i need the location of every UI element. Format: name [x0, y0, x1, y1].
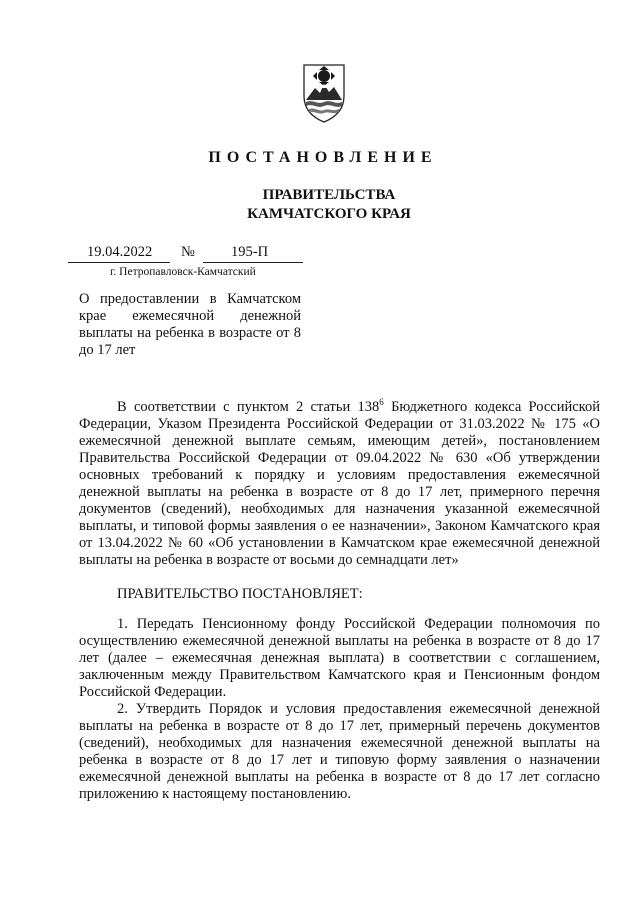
issuer-line-1: ПРАВИТЕЛЬСТВА — [262, 187, 396, 203]
preamble-part-2: Бюджетного кодекса Российской Федерации, Указом Президента Российской Федерации от 31.03.2022 № 175 «О ежемесячной денежной выплате семьям, имеющим детей», постановлением Правительства Российской Федерации от 09.04.2022 № 630 «Об утверждении основных требований к порядку и условиям предоставления ежемесячной денежной выплаты на ребенка в возрасте от 8 до 17 лет, примерного перечня документов (сведений), необходимых для назначения указанной ежемесячной выплаты, и типовой формы заявления о ее назначении», Законом Камчатского края от 13.04.2022 № 60 «Об установлении в Камчатском крае ежемесячной денежной выплаты на ребенка в возрасте от восьми до семнадцати лет» — [79, 398, 600, 568]
decree-item-1: 1. Передать Пенсионному фонду Российской Федерации полномочия по осуществлению ежемесячной денежной выплаты на ребенка в возрасте от 8 до 17 лет (далее – ежемесячная денежная выплата) в соответствии с соглашением, заключенным между Правительством Камчатского края и Пенсионным фондом Российской Федерации. — [79, 616, 600, 700]
number-underline — [203, 262, 303, 263]
issuer-line-2: КАМЧАТСКОГО КРАЯ — [247, 206, 411, 222]
document-subject: О предоставлении в Камчатском крае ежемесячной денежной выплаты на ребенка в возрасте от 8 до 17 лет — [79, 291, 301, 358]
decree-heading: ПРАВИТЕЛЬСТВО ПОСТАНОВЛЯЕТ: — [117, 586, 363, 602]
preamble — [79, 394, 600, 569]
preamble-paragraph — [79, 394, 600, 569]
issuer-block — [0, 186, 640, 224]
preamble-part-1: В соответствии с пунктом 2 статьи 138 — [117, 398, 380, 415]
date-underline — [68, 262, 170, 263]
document-date: 19.04.2022 — [87, 244, 153, 260]
decree-item-2: 2. Утвердить Порядок и условия предоставления ежемесячной денежной выплаты на ребенка в возрасте от 8 до 17 лет, примерный перечень документов (сведений), необходимых для назначения ежемесячной денежной выплаты на ребенка в возрасте от 8 до 17 лет и типовую форму заявления о назначении ежемесячной денежной выплаты на ребенка в возрасте от 8 до 17 лет согласно приложению к настоящему постановлению. — [79, 701, 600, 802]
preamble-superscript: 6 — [379, 397, 384, 407]
coat-of-arms-icon — [301, 62, 347, 124]
number-sign: № — [181, 244, 195, 260]
decree-items — [79, 616, 600, 803]
city-label: г. Петропавловск-Камчатский — [110, 266, 256, 278]
document-title: ПОСТАНОВЛЕНИЕ — [208, 149, 438, 166]
document-number: 195-П — [231, 244, 269, 260]
